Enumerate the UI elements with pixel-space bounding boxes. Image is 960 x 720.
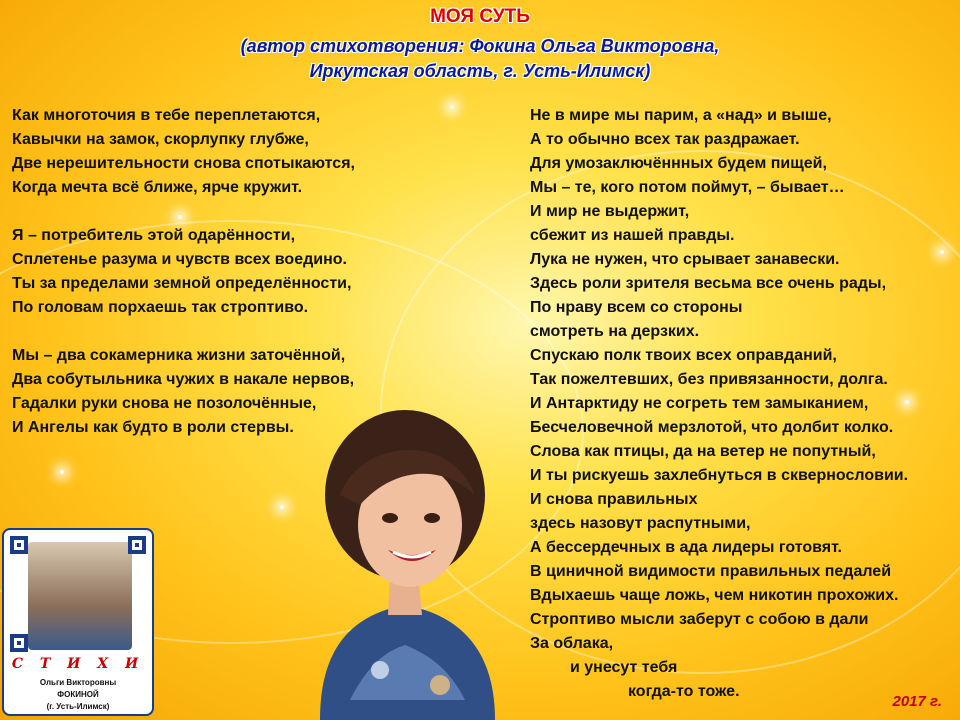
sparkle-decoration [940, 250, 944, 254]
poem-line: А то обычно всех так раздражает. [530, 131, 800, 148]
poem-line: Ты за пределами земной определённости, [12, 275, 352, 292]
poem-line: Две нерешительности снова спотыкаются, [12, 155, 355, 172]
subtitle-line: Иркутская область, г. Усть-Илимск) [309, 61, 651, 81]
poem-right-column [530, 104, 908, 704]
qr-finder-marker [128, 536, 146, 554]
poem-line: Сплетенье разума и чувств всех воедино. [12, 251, 347, 268]
poem-line: Два собутыльника чужих в накале нервов, [12, 371, 355, 388]
poem-line: Строптиво мысли заберут с собою в дали [530, 611, 869, 628]
qr-name-line: ФОКИНОЙ [57, 690, 99, 699]
poem-line: И Антарктиду не согреть тем замыканием, [530, 395, 869, 412]
poem-line: Лука не нужен, что срывает занавески. [530, 251, 840, 268]
poem-line: Здесь роли зрителя весьма все очень рады, [530, 275, 887, 292]
poem-line: Вдыхаешь чаще ложь, чем никотин прохожих. [530, 587, 899, 604]
qr-name-line: (г. Усть-Илимск) [46, 702, 110, 711]
poem-line: А бессердечных в ада лидеры готовят. [530, 539, 842, 556]
qr-portrait-image [28, 542, 132, 650]
poem-line: И мир не выдержит, [530, 203, 690, 220]
qr-name-line: Ольги Викторовны [39, 678, 117, 687]
poem-line: Я – потребитель этой одарённости, [12, 227, 296, 244]
poem-line: Бесчеловечной мерзлотой, что долбит колко. [530, 419, 894, 436]
poem-line: здесь назовут распутными, [530, 515, 751, 532]
poem-line: и унесут тебя [570, 659, 678, 676]
qr-caption: С Т И Х И [11, 656, 145, 672]
poem-line: И снова правильных [530, 491, 698, 508]
stanza-gap [12, 200, 355, 224]
sparkle-decoration [60, 470, 64, 474]
poem-line: И ты рискуешь захлебнуться в сквернословии. [530, 467, 909, 484]
stanza-gap [12, 320, 355, 344]
poem-line: За облака, [530, 635, 614, 652]
poem-line: Спускаю полк твоих всех оправданий, [530, 347, 837, 364]
poem-line: смотреть на дерзких. [530, 323, 700, 340]
subtitle-line: (автор стихотворения: Фокина Ольга Викторовна, [240, 36, 720, 56]
poem-line: И Ангелы как будто в роли стервы. [12, 419, 294, 436]
poem-line: Кавычки на замок, скорлупку глубже, [12, 131, 309, 148]
qr-finder-marker [10, 634, 28, 652]
poem-left-column [12, 104, 355, 440]
portrait-image [300, 400, 510, 720]
poem-line: сбежит из нашей правды. [530, 227, 735, 244]
author-subtitle [0, 34, 960, 84]
poem-line: Мы – те, кого потом поймут, – бывает… [530, 179, 845, 196]
year-label: 2017 г. [892, 693, 942, 710]
sparkle-decoration [450, 105, 454, 109]
poem-line: Как многоточия в тебе переплетаются, [12, 107, 321, 124]
poem-line: Гадалки руки снова не позолочённые, [12, 395, 317, 412]
qr-finder-marker [10, 536, 28, 554]
poem-line: В циничной видимости правильных педалей [530, 563, 892, 580]
poem-line: По нраву всем со стороны [530, 299, 743, 316]
qr-code-card[interactable] [2, 528, 154, 716]
sparkle-decoration [280, 505, 284, 509]
poem-line: По головам порхаешь так строптиво. [12, 299, 309, 316]
page-title: МОЯ СУТЬ [430, 6, 530, 27]
poem-line: Так пожелтевших, без привязанности, долга. [530, 371, 888, 388]
poem-line: Слова как птицы, да на ветер не попутный, [530, 443, 876, 460]
poem-line: Мы – два сокамерника жизни заточённой, [12, 347, 346, 364]
poem-line: Не в мире мы парим, а «над» и выше, [530, 107, 832, 124]
poem-line: Когда мечта всё ближе, ярче кружит. [12, 179, 303, 196]
poem-line: когда-то тоже. [628, 683, 740, 700]
poem-line: Для умозаключённных будем пищей, [530, 155, 827, 172]
